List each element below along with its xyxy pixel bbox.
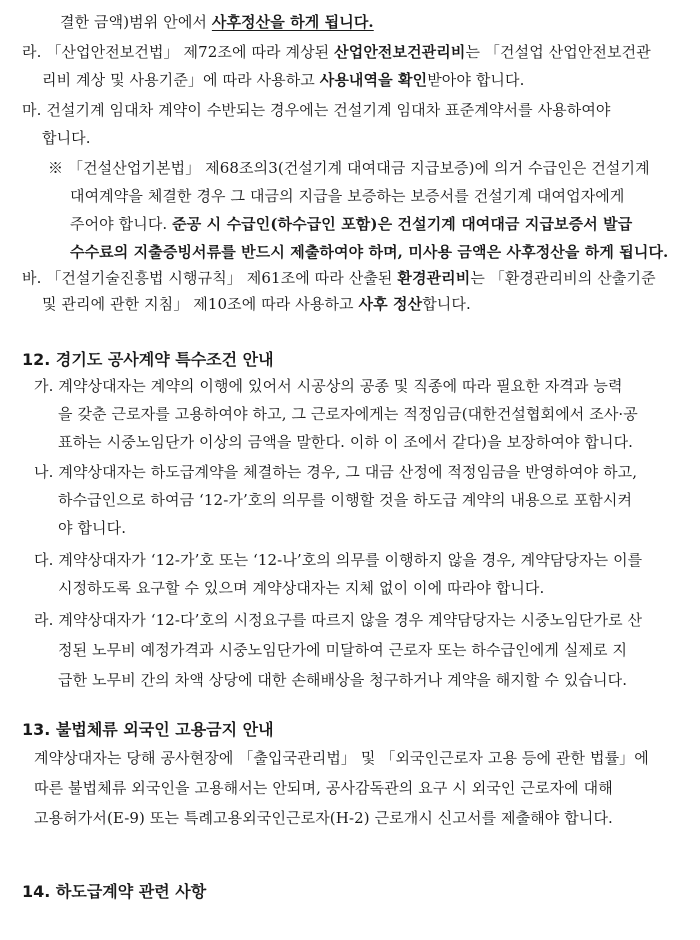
paragraph-line [22, 42, 651, 62]
text-run: 주어야 합니다. [70, 215, 173, 233]
emphasis-text: 사후정산을 하게 됩니다. [211, 13, 374, 31]
paragraph-line: 정된 노무비 예정가격과 시중노임단가에 미달하여 근로자 또는 하수급인에게 실제로 지 [58, 641, 628, 659]
paragraph-line [42, 294, 471, 314]
paragraph-line: 을 갖춘 근로자를 고용하여야 하고, 그 근로자에게는 적정임금(대한건설협회에서 조사·공 [58, 405, 638, 423]
paragraph-line: 따른 불법체류 외국인을 고용해서는 안되며, 공사감독관의 요구 시 외국인 근로자에 대해 [34, 779, 613, 797]
text-run: 바. 「건설기술진흥법 시행규칙」 제61조에 따라 산출된 [22, 269, 398, 287]
text-run: 는 「건설업 산업안전보건관 [465, 43, 651, 61]
text-run: 및 관리에 관한 지침」 제10조에 따라 사용하고 [42, 295, 359, 313]
paragraph-line: 합니다. [42, 129, 91, 147]
paragraph-line: 계약상대자는 당해 공사현장에 「출입국관리법」 및 「외국인근로자 고용 등에 관한 법률」에 [34, 749, 649, 767]
paragraph-line [42, 70, 524, 90]
text-run: 리비 계상 및 사용기준」에 따라 사용하고 [42, 71, 320, 89]
note-line: ※ 「건설산업기본법」 제68조의3(건설기계 대여대금 지급보증)에 의거 수급인은 건설기계 [48, 159, 650, 177]
paragraph-line: 표하는 시중노임단가 이상의 금액을 말한다. 이하 이 조에서 같다)을 보장하여야 합니다. [58, 433, 634, 451]
section-heading: 13. 불법체류 외국인 고용금지 안내 [22, 720, 274, 739]
paragraph-line [22, 268, 656, 288]
paragraph-line: 가. 계약상대자는 계약의 이행에 있어서 시공상의 공종 및 직종에 따라 필요한 자격과 능력 [34, 377, 623, 395]
paragraph-line [60, 12, 374, 32]
text-run: 는 「환경관리비의 산출기준 [470, 269, 656, 287]
paragraph-line: 고용허가서(E-9) 또는 특례고용외국인근로자(H-2) 근로개시 신고서를 제출해야 합니다. [34, 809, 613, 827]
emphasis-text: 사용내역을 확인 [319, 71, 428, 89]
paragraph-line: 나. 계약상대자는 하도급계약을 체결하는 경우, 그 대금 산정에 적정임금을 반영하여야 하고, [34, 463, 638, 481]
paragraph-line: 마. 건설기계 임대차 계약이 수반되는 경우에는 건설기계 임대차 표준계약서를 사용하여야 [22, 101, 611, 119]
paragraph-line: 급한 노무비 간의 차액 상당에 대한 손해배상을 청구하거나 계약을 해지할 수 있습니다. [58, 671, 628, 689]
emphasis-text: 준공 시 수급인(하수급인 포함)은 건설기계 대여대금 지급보증서 발급 [172, 215, 633, 233]
text-run: 결한 금액)범위 안에서 [60, 13, 212, 31]
paragraph-line: 야 합니다. [58, 519, 127, 537]
paragraph-line: 라. 계약상대자가 ‘12-다’호의 시정요구를 따르지 않을 경우 계약담당자는 시중노임단가로 산 [34, 611, 643, 629]
note-line: 대여계약을 체결한 경우 그 대금의 지급을 보증하는 보증서를 건설기계 대여업자에게 [70, 187, 625, 205]
paragraph-line: 시정하도록 요구할 수 있으며 계약상대자는 지체 없이 이에 따라야 합니다. [58, 579, 545, 597]
emphasis-text: 산업안전보건관리비 [334, 43, 466, 61]
emphasis-text: 환경관리비 [397, 269, 471, 287]
text-run: 라. 「산업안전보건법」 제72조에 따라 계상된 [22, 43, 335, 61]
paragraph-line: 다. 계약상대자가 ‘12-가’호 또는 ‘12-나’호의 의무를 이행하지 않을 경우, 계약담당자는 이를 [34, 551, 643, 569]
section-heading: 12. 경기도 공사계약 특수조건 안내 [22, 350, 274, 369]
emphasis-text: 사후 정산 [358, 295, 423, 313]
text-run: 합니다. [422, 295, 471, 313]
note-line: 수수료의 지출증빙서류를 반드시 제출하여야 하며, 미사용 금액은 사후정산을 하게 됩니다. [70, 243, 669, 261]
paragraph-line: 하수급인으로 하여금 ‘12-가’호의 의무를 이행할 것을 하도급 계약의 내용으로 포함시켜 [58, 491, 633, 509]
note-line [70, 214, 632, 234]
text-run: 받아야 합니다. [427, 71, 525, 89]
section-heading: 14. 하도급계약 관련 사항 [22, 882, 207, 901]
